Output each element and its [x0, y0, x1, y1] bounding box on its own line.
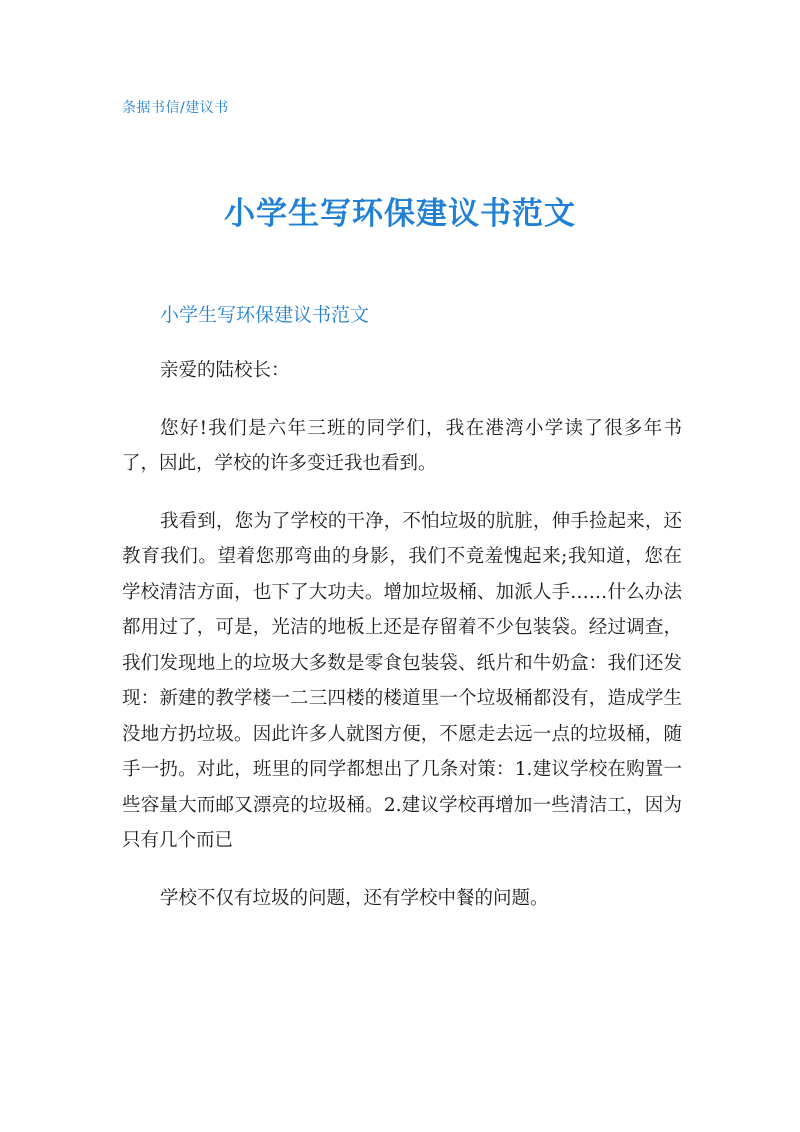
body-paragraph: 我看到，您为了学校的干净，不怕垃圾的肮脏，伸手捡起来，还教育我们。望着您那弯曲的身影，我们不竟羞愧起来;我知道，您在学校清洁方面，也下了大功夫。增加垃圾桶、加派人手……什么办法都用过了，可是，光洁的地板上还是存留着不少包装袋。经过调查，我们发现地上的垃圾大多数是零食包装袋、纸片和牛奶盒：我们还发现：新建的教学楼一二三四楼的楼道里一个垃圾桶都没有，造成学生没地方扔垃圾。因此许多人就图方便，不愿走去远一点的垃圾桶，随手一扔。对此，班里的同学都想出了几条对策：1.建议学校在购置一些容量大而邮又漂亮的垃圾桶。2.建议学校再增加一些清洁工，因为只有几个而已 [122, 510, 682, 851]
body-paragraph: 学校不仅有垃圾的问题，还有学校中餐的问题。 [160, 887, 549, 909]
page-title: 小学生写环保建议书范文 [224, 196, 576, 232]
document-body [122, 297, 682, 938]
breadcrumb[interactable]: 条据书信/建议书 [122, 100, 229, 116]
body-paragraph: 您好!我们是六年三班的同学们，我在港湾小学读了很多年书了，因此，学校的许多变迁我也看到。 [122, 417, 682, 474]
salutation-paragraph: 亲爱的陆校长： [160, 360, 290, 381]
section-heading: 小学生写环保建议书范文 [160, 304, 370, 326]
